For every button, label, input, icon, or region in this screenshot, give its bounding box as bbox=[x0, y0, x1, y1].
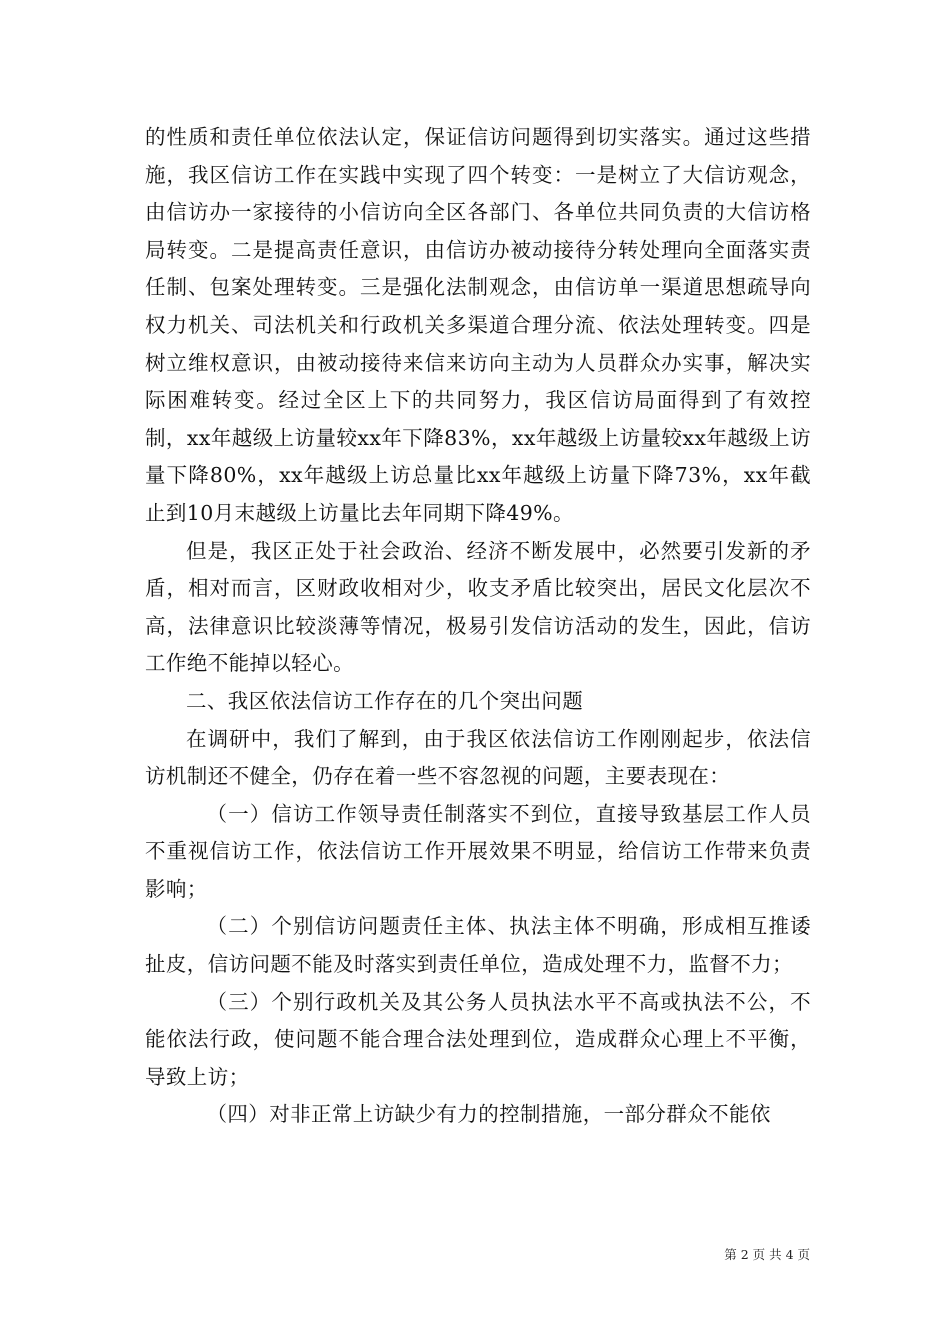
list-item-problem-4: （四）对非正常上访缺少有力的控制措施，一部分群众不能依 bbox=[206, 1102, 771, 1127]
list-item-problem-2: （二）个别信访问题责任主体、执法主体不明确，形成相互推诿扯皮，信访问题不能及时落实到责任单位，造成处理不力，监督不力； bbox=[145, 914, 811, 977]
section-heading-problems: 二、我区依法信访工作存在的几个突出问题 bbox=[186, 688, 584, 713]
paragraph-research-intro: 在调研中，我们了解到，由于我区依法信访工作刚刚起步，依法信访机制还不健全，仍存在着一些不容忽视的问题，主要表现在： bbox=[145, 726, 811, 789]
list-item-problem-1: （一）信访工作领导责任制落实不到位，直接导致基层工作人员不重视信访工作，依法信访工作开展效果不明显，给信访工作带来负责影响； bbox=[145, 801, 811, 901]
page-number-footer: 第 2 页 共 4 页 bbox=[724, 1247, 810, 1262]
list-item-problem-3: （三）个别行政机关及其公务人员执法水平不高或执法不公，不能依法行政，使问题不能合理合法处理到位，造成群众心理上不平衡，导致上访； bbox=[145, 989, 811, 1089]
paragraph-continuation: 的性质和责任单位依法认定，保证信访问题得到切实落实。通过这些措施，我区信访工作在实践中实现了四个转变：一是树立了大信访观念，由信访办一家接待的小信访向全区各部门、各单位共同负责的大信访格局转变。二是提高责任意识，由信访办被动接待分转处理向全面落实责任制、包案处理转变。三是强化法制观念，由信访单一渠道思想疏导向权力机关、司法机关和行政机关多渠道合理分流、依法处理转变。四是树立维权意识，由被动接待来信来访向主动为人员群众办实事，解决实际困难转变。经过全区上下的共同努力，我区信访局面得到了有效控制，xx年越级上访量较xx年下降83%，xx年越级上访量较xx年越级上访量下降80%，xx年越级上访总量比xx年越级上访量下降73%，xx年截止到10月末越级上访量比去年同期下降49%。 bbox=[145, 125, 811, 525]
paragraph-however: 但是，我区正处于社会政治、经济不断发展中，必然要引发新的矛盾，相对而言，区财政收相对少，收支矛盾比较突出，居民文化层次不高，法律意识比较淡薄等情况，极易引发信访活动的发生，因此，信访工作绝不能掉以轻心。 bbox=[145, 538, 811, 676]
document-body bbox=[145, 119, 811, 1134]
